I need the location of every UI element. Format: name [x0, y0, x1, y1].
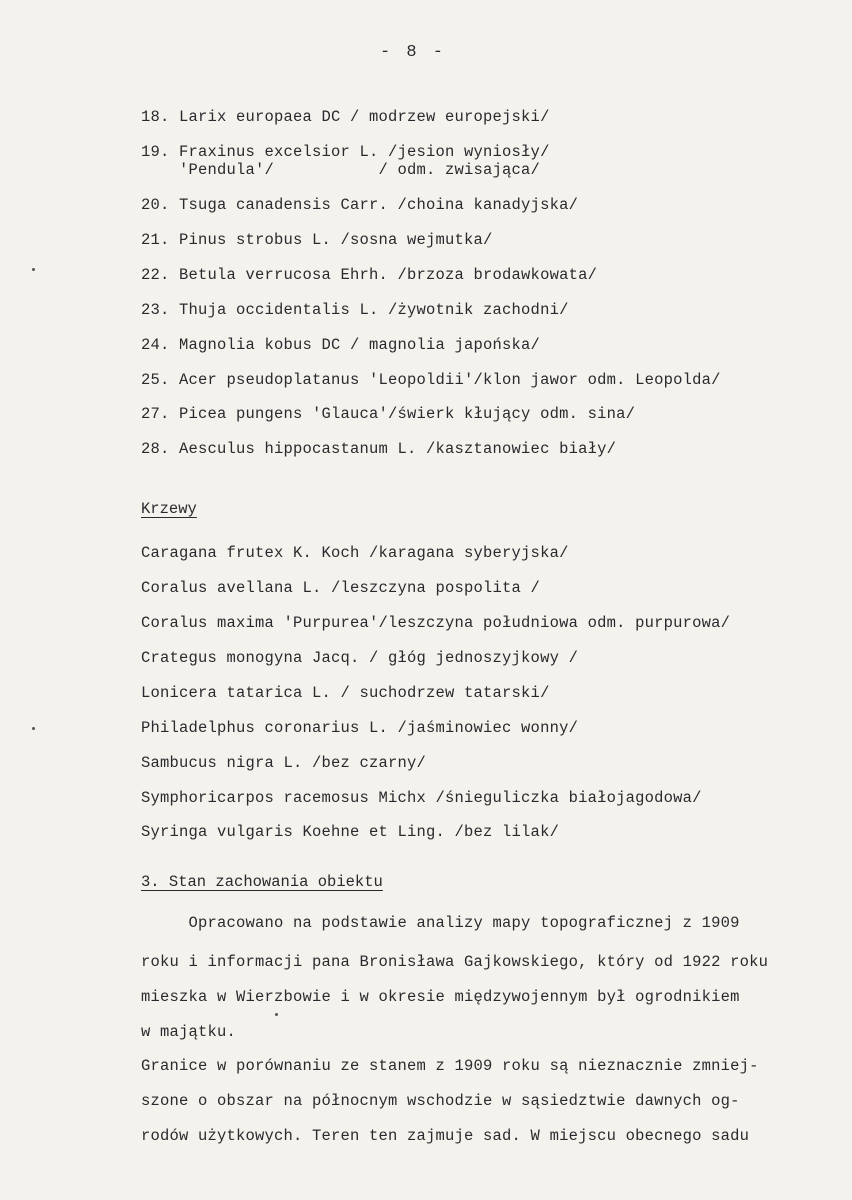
shrub-item: Caragana frutex K. Koch /karagana syberyjska/ — [141, 544, 569, 562]
tree-item: 24. Magnolia kobus DC / magnolia japońska/ — [141, 336, 541, 354]
shrub-item: Symphoricarpos racemosus Michx /śnieguliczka białojagodowa/ — [141, 789, 702, 807]
shrub-item: Crategus monogyna Jacq. / głóg jednoszyjkowy / — [141, 649, 579, 667]
paragraph-line: Granice w porównaniu ze stanem z 1909 roku są nieznacznie zmniej- — [141, 1057, 759, 1075]
shrubs-heading: Krzewy — [141, 500, 197, 518]
paper-speck — [32, 268, 35, 271]
paper-speck — [32, 727, 35, 730]
shrub-item: Coralus avellana L. /leszczyna pospolita / — [141, 579, 541, 597]
shrub-item: Philadelphus coronarius L. /jaśminowiec wonny/ — [141, 719, 579, 737]
paper-speck — [275, 1013, 278, 1016]
paragraph-line: w majątku. — [141, 1023, 237, 1041]
paragraph-line: Opracowano na podstawie analizy mapy topograficznej z 1909 — [141, 914, 740, 932]
tree-item: 23. Thuja occidentalis L. /żywotnik zachodni/ — [141, 301, 569, 319]
paragraph-line: szone o obszar na północnym wschodzie w sąsiedztwie dawnych og- — [141, 1092, 740, 1110]
tree-item: 27. Picea pungens 'Glauca'/świerk kłujący odm. sina/ — [141, 405, 636, 423]
tree-item: 19. Fraxinus excelsior L. /jesion wyniosły/ — [141, 143, 550, 161]
tree-item: 20. Tsuga canadensis Carr. /choina kanadyjska/ — [141, 196, 579, 214]
tree-item: 18. Larix europaea DC / modrzew europejski/ — [141, 108, 550, 126]
paragraph-line: rodów użytkowych. Teren ten zajmuje sad. W miejscu obecnego sadu — [141, 1127, 750, 1145]
shrub-item: Sambucus nigra L. /bez czarny/ — [141, 754, 427, 772]
tree-item-continuation: 'Pendula'/ / odm. zwisająca/ — [141, 161, 541, 179]
tree-item: 22. Betula verrucosa Ehrh. /brzoza brodawkowata/ — [141, 266, 598, 284]
page-number: - 8 - — [380, 43, 447, 62]
tree-item: 28. Aesculus hippocastanum L. /kasztanowiec biały/ — [141, 440, 617, 458]
shrub-item: Lonicera tatarica L. / suchodrzew tatarski/ — [141, 684, 550, 702]
shrub-item: Syringa vulgaris Koehne et Ling. /bez lilak/ — [141, 823, 560, 841]
paragraph-line: mieszka w Wierzbowie i w okresie międzywojennym był ogrodnikiem — [141, 988, 740, 1006]
section-heading: 3. Stan zachowania obiektu — [141, 873, 383, 891]
tree-item: 21. Pinus strobus L. /sosna wejmutka/ — [141, 231, 493, 249]
tree-item: 25. Acer pseudoplatanus 'Leopoldii'/klon jawor odm. Leopolda/ — [141, 371, 721, 389]
shrub-item: Coralus maxima 'Purpurea'/leszczyna południowa odm. purpurowa/ — [141, 614, 731, 632]
paragraph-line: roku i informacji pana Bronisława Gajkowskiego, który od 1922 roku — [141, 953, 769, 971]
